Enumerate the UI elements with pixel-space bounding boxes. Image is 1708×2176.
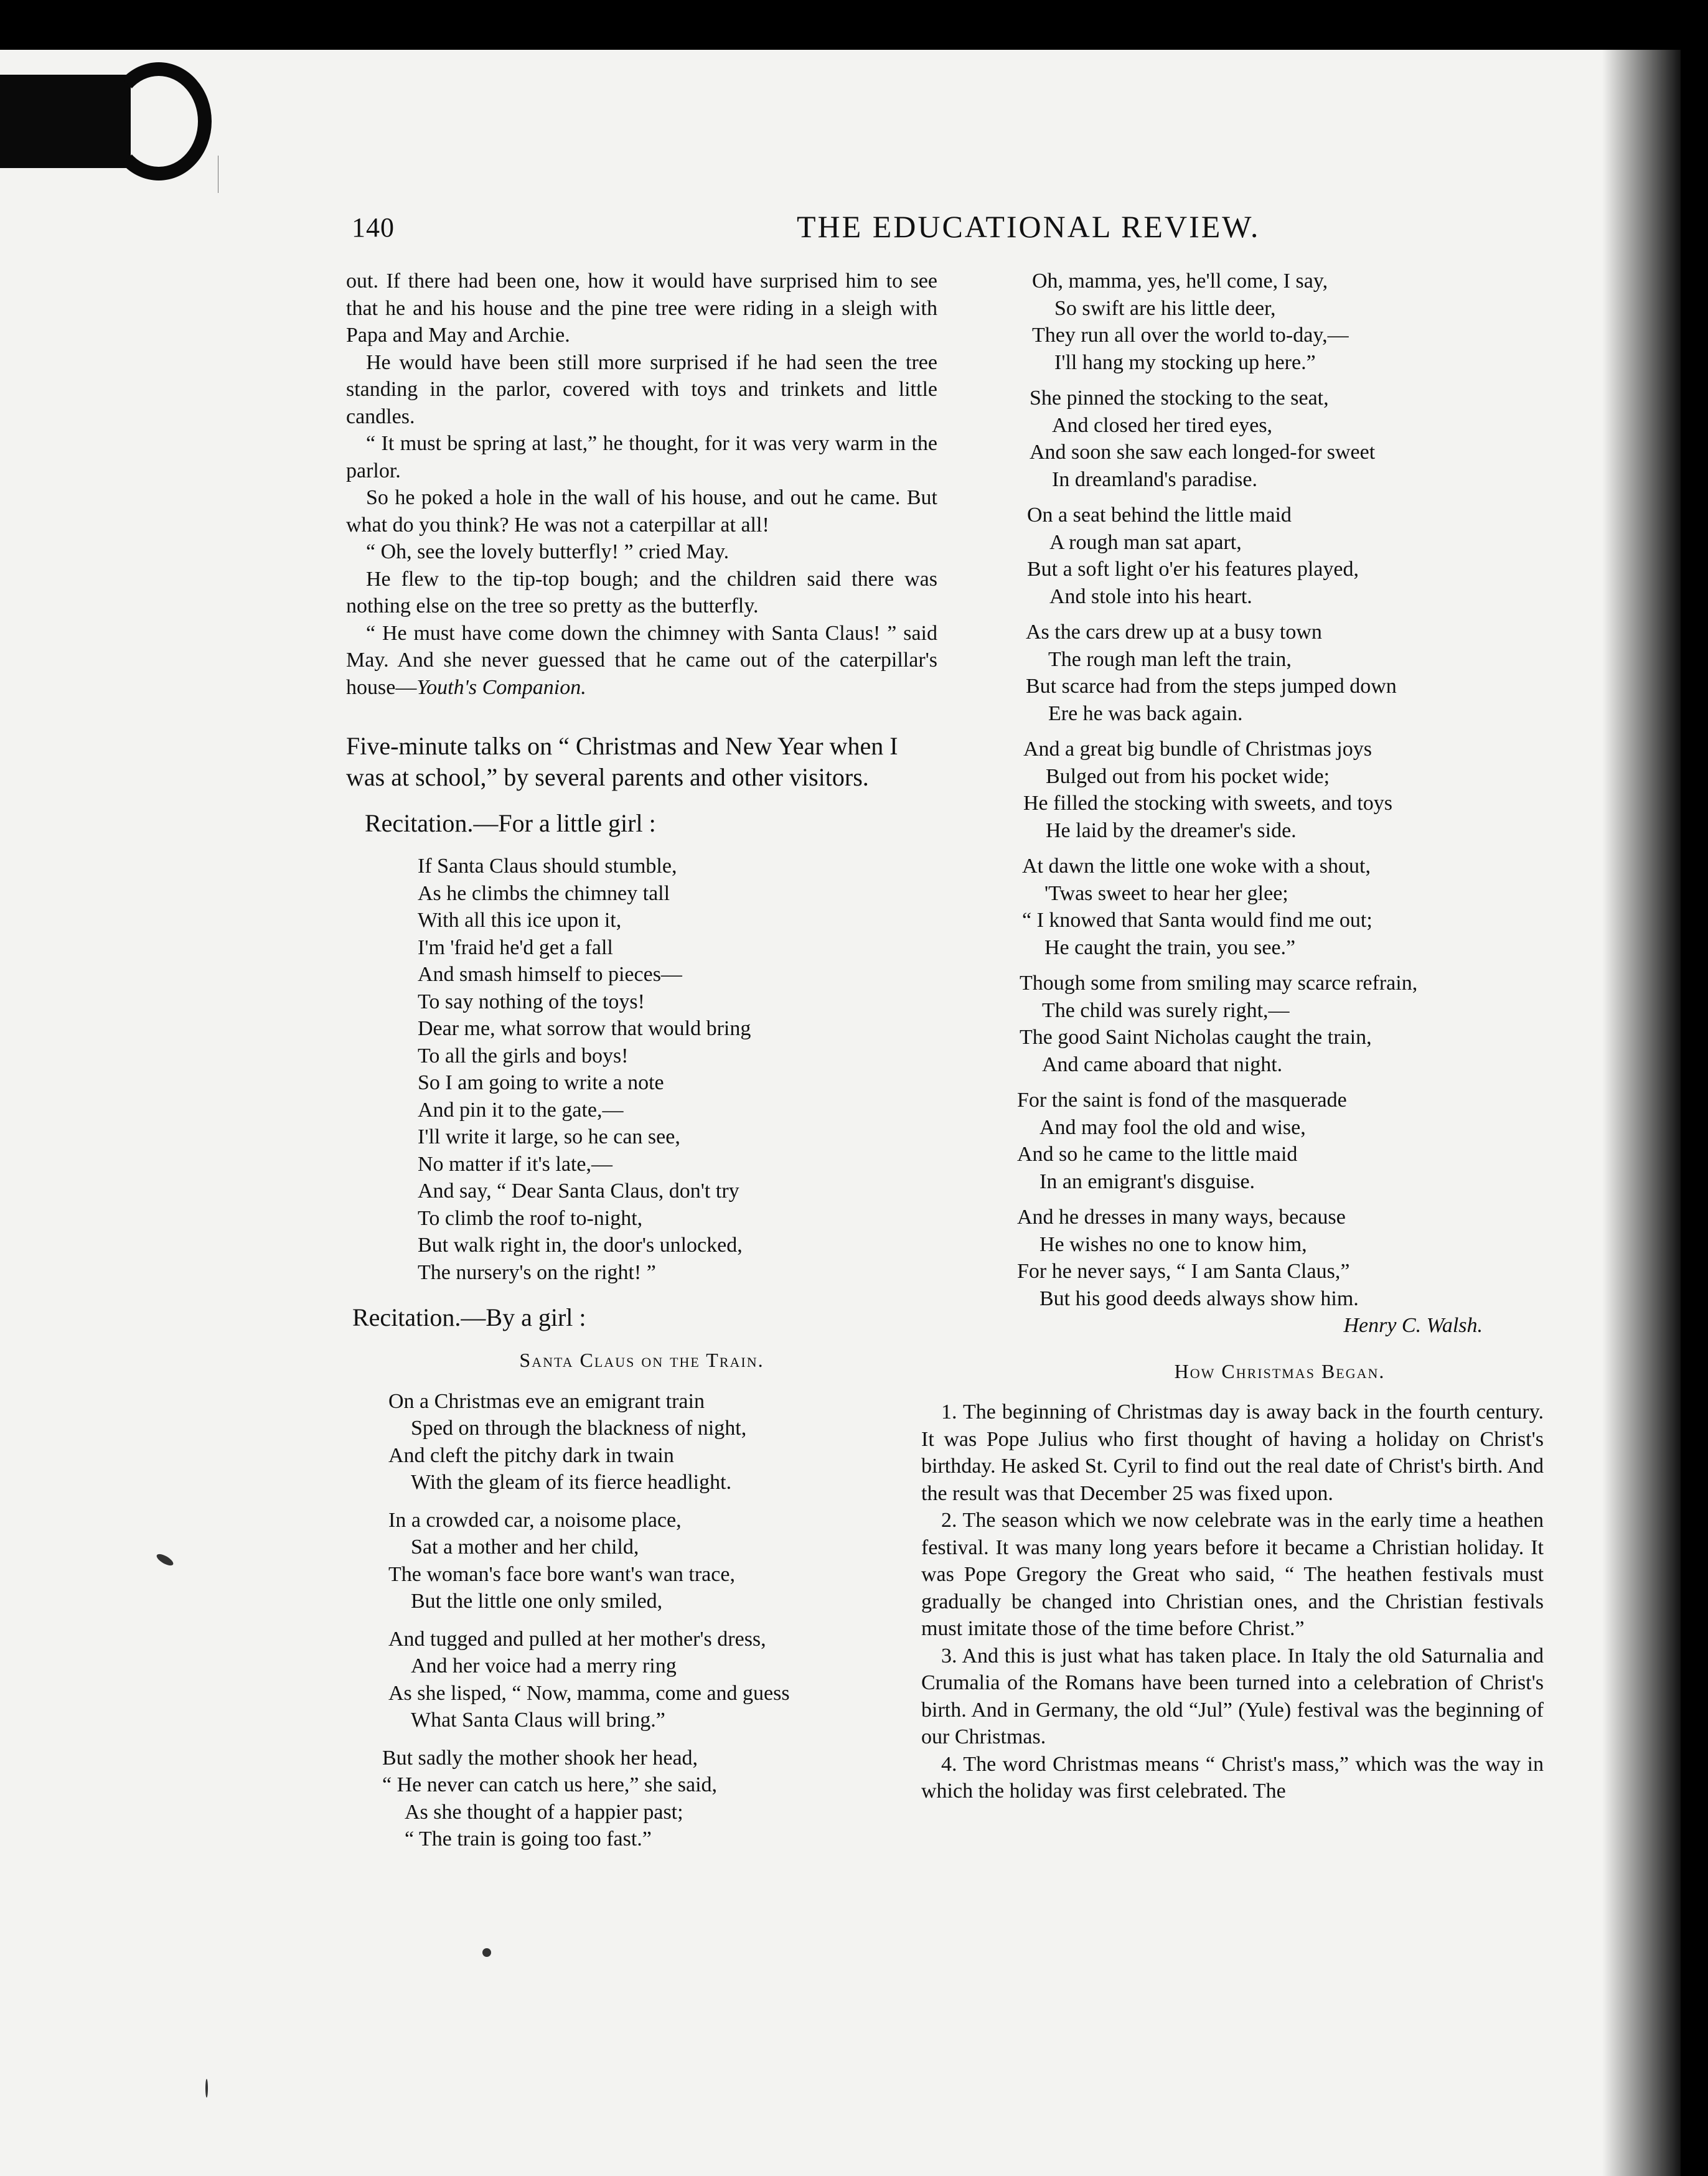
page-edge-shadow [1602, 50, 1708, 2176]
poem-stanza [388, 1388, 937, 1496]
poem-line: With all this ice upon it, [418, 909, 622, 932]
poem-line: She pinned the stocking to the seat, [1030, 387, 1329, 410]
poem-line: And soon she saw each longed-for sweet [1030, 441, 1376, 464]
recitation-label: Recitation.—By a girl : [352, 1303, 586, 1331]
recitation-poem [418, 853, 937, 1286]
story-paragraph: out. If there had been one, how it would have surprised him to see that he and his house and the pine tree were riding in a sleigh with Papa and May and Archie. [346, 270, 937, 347]
poem-line: As he climbs the chimney tall [418, 881, 670, 905]
poem-line: I'm 'fraid he'd get a fall [418, 936, 613, 959]
poem-line: They run all over the world to-day,— [1032, 324, 1349, 347]
story-paragraph: He flew to the tip-top bough; and the children said there was nothing else on the tree so pretty as the butterfly. [346, 567, 937, 617]
poem-line: But walk right in, the door's unlocked, [418, 1234, 743, 1257]
poem-line: “ The train is going too fast.” [405, 1827, 652, 1850]
poem-line: And may fool the old and wise, [1039, 1115, 1306, 1139]
scan-speck [205, 2079, 208, 2098]
essay-paragraph: 1. The beginning of Christmas day is away back in the fourth century. It was Pope Julius who first thought of having a holiday on Christ's birthday. He asked St. Cyril to find out the real date of Christ's birth. And the result was that December 25 was fixed upon. [921, 1400, 1544, 1505]
binding-clip-mark [0, 56, 215, 199]
poem-line: But a soft light o'er his features played, [1027, 558, 1359, 581]
poem-line: “ I knowed that Santa would find me out; [1022, 909, 1372, 932]
poem-stanza [388, 1626, 937, 1734]
poem-line: But the little one only smiled, [411, 1590, 663, 1613]
poem-line: And so he came to the little maid [1017, 1143, 1298, 1166]
poem-line: But his good deeds always show him. [1039, 1287, 1359, 1310]
poem-line: To all the girls and boys! [418, 1044, 629, 1067]
essay-paragraph: 4. The word Christmas means “ Christ's mass,” which was the way in which the holiday was first celebrated. The [921, 1752, 1544, 1803]
poem-line: At dawn the little one woke with a shout, [1022, 855, 1371, 878]
poem-line: He laid by the dreamer's side. [1046, 818, 1297, 842]
poem-line: Oh, mamma, yes, he'll come, I say, [1032, 270, 1328, 293]
poem-line: And her voice had a merry ring [411, 1654, 677, 1677]
essay-paragraph: 3. And this is just what has taken place. In Italy the old Saturnalia and Crumalia of the Romans have been turned into a celebration of Christ's birth. And in Germany, the old “Jul” (Yule) festival was the beginning of our Christmas. [921, 1644, 1544, 1748]
essay-title: How Christmas Began. [1174, 1359, 1386, 1382]
poem-stanza [388, 1507, 937, 1615]
poem-line: But sadly the mother shook her head, [382, 1746, 698, 1770]
poem-line: And cleft the pitchy dark in twain [388, 1443, 674, 1467]
clip-ring-shape [106, 62, 212, 181]
poem-line: I'll write it large, so he can see, [418, 1125, 680, 1148]
poem-line: Dear me, what sorrow that would bring [418, 1017, 751, 1040]
talks-heading: Five-minute talks on “ Christmas and New Year when I was at school,” by several parents and other visitors. [346, 732, 898, 791]
essay-paragraph: 2. The season which we now celebrate was in the early time a heathen festival. It was many long years before it became a Christian holiday. It was Pope Gregory the Great who said, “ The heathen festivals must gradually be changed into Christian ones, and the Christian festivals must imitate those of the time before Christ.” [921, 1509, 1544, 1640]
poem-line: But scarce had from the steps jumped down [1026, 675, 1397, 698]
poem-stanza [1020, 970, 1545, 1078]
poem-line: And he dresses in many ways, because [1017, 1206, 1346, 1229]
poem-line: And pin it to the gate,— [418, 1098, 624, 1122]
poem-author: Henry C. Walsh. [1343, 1314, 1483, 1337]
poem-line: And a great big bundle of Christmas joys [1023, 738, 1372, 761]
scan-top-border [0, 0, 1708, 50]
poem-line: The nursery's on the right! ” [418, 1260, 656, 1284]
poem-line: On a seat behind the little maid [1027, 504, 1292, 527]
poem-stanza [1027, 502, 1545, 610]
story-paragraph: “ It must be spring at last,” he thought, for it was very warm in the parlor. [346, 432, 937, 482]
left-column [346, 268, 937, 1853]
poem-line: So I am going to write a note [418, 1071, 664, 1094]
poem-line: And stole into his heart. [1049, 584, 1252, 608]
scan-speck [482, 1948, 491, 1957]
poem-line: A rough man sat apart, [1049, 530, 1242, 554]
poem-stanza [1017, 1204, 1545, 1312]
poem-stanza [1017, 1087, 1545, 1195]
poem-line: And came aboard that night. [1042, 1053, 1283, 1076]
poem-line: To climb the roof to-night, [418, 1206, 643, 1230]
poem-stanza [1032, 268, 1545, 376]
poem-stanza [1023, 736, 1545, 844]
recitation-label: Recitation.—For a little girl : [365, 809, 656, 837]
poem-line: Though some from smiling may scarce refrain, [1020, 972, 1418, 995]
poem-line: With the gleam of its fierce headlight. [411, 1471, 732, 1494]
poem-line: What Santa Claus will bring.” [411, 1709, 665, 1732]
poem-line: Sped on through the blackness of night, [411, 1417, 747, 1440]
poem-line: Sat a mother and her child, [411, 1536, 639, 1559]
poem-line: To say nothing of the toys! [418, 990, 645, 1013]
poem-line: As she lisped, “ Now, mamma, come and guess [388, 1681, 790, 1705]
poem-stanza [382, 1745, 937, 1853]
poem-line: For he never says, “ I am Santa Claus,” [1017, 1260, 1350, 1283]
poem-stanza [1026, 619, 1545, 727]
poem-line: The rough man left the train, [1048, 647, 1292, 671]
story-paragraph: He would have been still more surprised if he had seen the tree standing in the parlor, covered with toys and trinkets and little candles. [346, 350, 937, 428]
poem-line: And closed her tired eyes, [1052, 413, 1273, 437]
poem-line: On a Christmas eve an emigrant train [388, 1389, 705, 1413]
poem-line: As the cars drew up at a busy town [1026, 621, 1322, 644]
story-source: Youth's Companion. [416, 675, 586, 699]
poem-line: Ere he was back again. [1048, 701, 1243, 725]
poem-line: The good Saint Nicholas caught the train, [1020, 1026, 1372, 1049]
poem-line: In an emigrant's disguise. [1039, 1170, 1255, 1193]
poem-line: “ He never can catch us here,” she said, [382, 1773, 718, 1796]
poem-line: 'Twas sweet to hear her glee; [1044, 881, 1288, 905]
poem-line: The woman's face bore want's wan trace, [388, 1562, 735, 1586]
poem-line: He caught the train, you see.” [1044, 936, 1296, 959]
poem-line: So swift are his little deer, [1054, 296, 1276, 320]
story-paragraph: “ Oh, see the lovely butterfly! ” cried May. [366, 540, 730, 563]
poem-line: And tugged and pulled at her mother's dress, [388, 1627, 766, 1651]
running-title: THE EDUCATIONAL REVIEW. [797, 209, 1260, 244]
poem-line: No matter if it's late,— [418, 1152, 612, 1176]
poem-line: I'll hang my stocking up here.” [1054, 350, 1316, 374]
poem-stanza [1022, 853, 1545, 961]
poem-line: He filled the stocking with sweets, and toys [1023, 792, 1393, 815]
poem-line: If Santa Claus should stumble, [418, 855, 677, 878]
poem-line: In a crowded car, a noisome place, [388, 1508, 682, 1532]
right-column [921, 268, 1545, 1805]
story-final-text: “ He must have come down the chimney with Santa Claus! ” said May. And she never guessed that he came out of the caterpillar's house— [346, 621, 937, 699]
poem-line: For the saint is fond of the masquerade [1017, 1089, 1347, 1112]
story-final-paragraph [346, 620, 937, 701]
poem-stanza [1030, 385, 1545, 493]
page-number: 140 [352, 212, 395, 243]
poem-line: The child was surely right,— [1042, 998, 1290, 1022]
poem-line: As she thought of a happier past; [405, 1800, 683, 1824]
poem-title: Santa Claus on the Train. [519, 1349, 764, 1371]
poem-line: And smash himself to pieces— [418, 963, 682, 986]
poem-line: He wishes no one to know him, [1039, 1232, 1307, 1256]
poem-line: In dreamland's paradise. [1052, 467, 1257, 491]
poem-line: And say, “ Dear Santa Claus, don't try [418, 1179, 739, 1203]
story-paragraph: So he poked a hole in the wall of his house, and out he came. But what do you think? He was not a caterpillar at all! [346, 486, 937, 537]
poem-line: Bulged out from his pocket wide; [1046, 764, 1330, 788]
